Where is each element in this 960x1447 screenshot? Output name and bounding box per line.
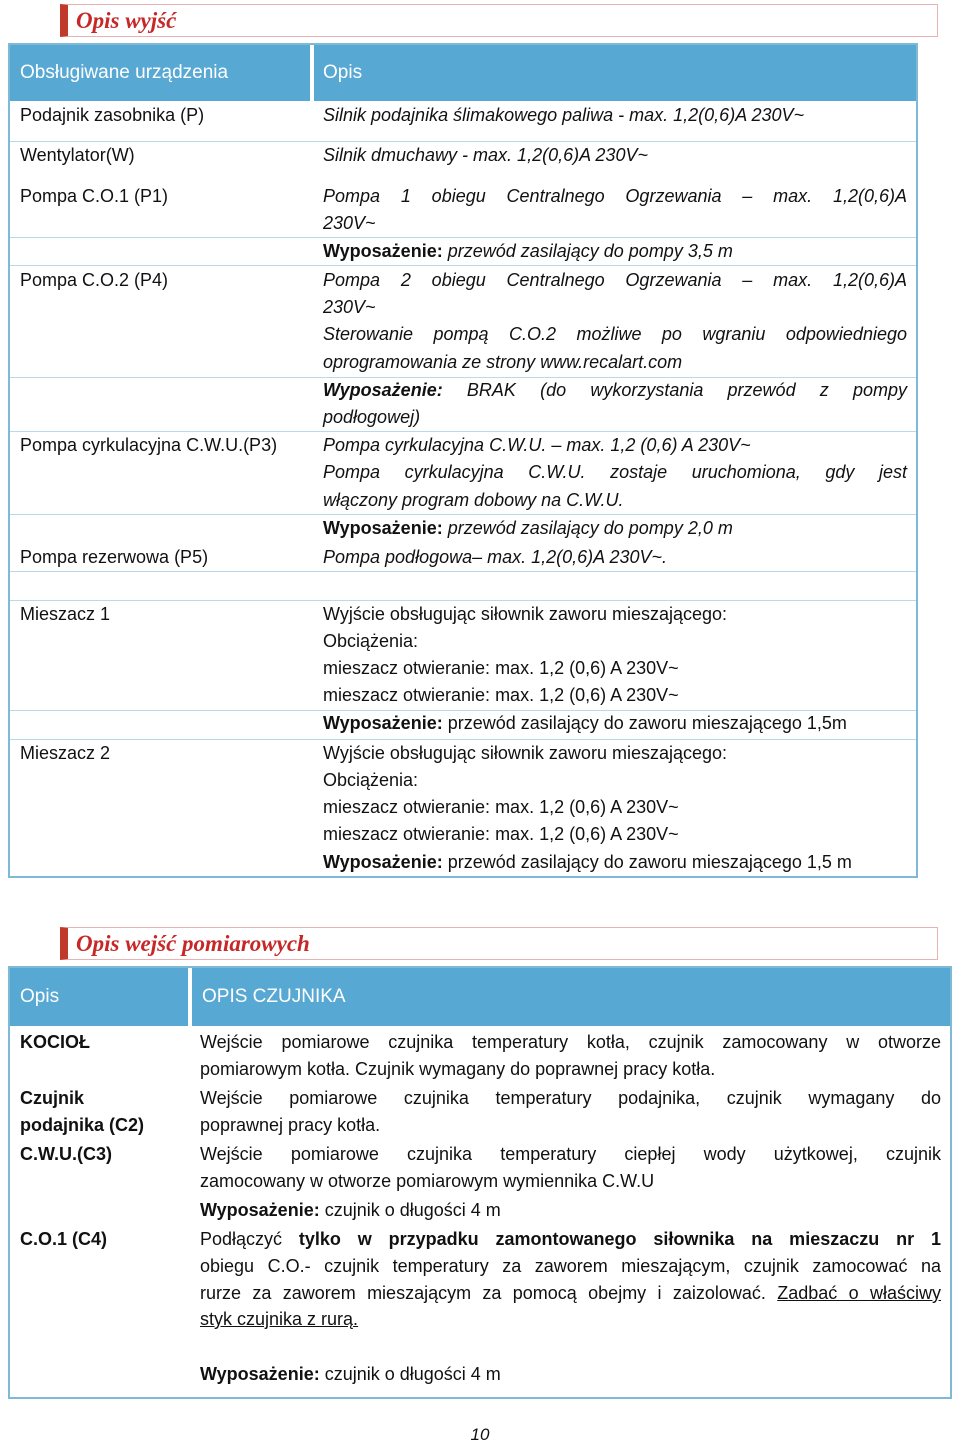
sensor-cwu-equip [200, 1197, 501, 1224]
desc-pump-reserve: Pompa podłogowa– max. 1,2(0,6)A 230V~. [323, 547, 668, 567]
desc-part: Podłączyć [200, 1229, 299, 1249]
device-mixer-1: Mieszacz 1 [20, 604, 111, 624]
device-pump-cwu: Pompa cyrkulacyjna C.W.U.(P3) [20, 435, 278, 455]
equip-label: Wyposażenie: [200, 1364, 320, 1384]
section-title-text: Opis wyjść [76, 7, 177, 33]
desc-pump-co1-line1: Pompa 1 obiegu Centralnego Ogrzewania – max. 1,2(0,6)A [323, 186, 907, 206]
desc-mixer-1-line2: Obciążenia: [323, 631, 419, 651]
desc-mixer-2-line2: Obciążenia: [323, 770, 419, 790]
equip-label: Wyposażenie: [200, 1200, 320, 1220]
device-mixer-2: Mieszacz 2 [20, 743, 111, 763]
equip-mixer-1 [323, 710, 847, 737]
inputs-table-header [10, 968, 950, 1026]
equip-pump-co2 [323, 377, 907, 404]
equip-text: przewód zasilający do zaworu mieszającego 1,5 m [442, 852, 852, 872]
equip-label: Wyposażenie: [323, 518, 443, 538]
desc-mixer-2-line1: Wyjście obsługując siłownik zaworu mieszającego: [323, 743, 728, 763]
equip-pump-co1 [323, 238, 733, 265]
sensor-co1-desc-line3 [200, 1280, 941, 1307]
sensor-feeder-name-line1: Czujnik [20, 1088, 85, 1108]
equip-label: Wyposażenie: [323, 713, 443, 733]
sensor-boiler-desc-line1: Wejście pomiarowe czujnika temperatury kotła, czujnik zamocowany w otworze [200, 1032, 941, 1052]
desc-pump-co2-line4: oprogramowania ze strony www.recalart.com [323, 352, 683, 372]
sensor-co1-desc-line2: obiegu C.O.- czujnik temperatury za zaworem mieszającym, czujnik zamocować na [200, 1256, 941, 1276]
device-pump-co1: Pompa C.O.1 (P1) [20, 186, 169, 206]
outputs-table-header [10, 45, 916, 101]
desc-pump-cwu-line1: Pompa cyrkulacyjna C.W.U. – max. 1,2 (0,6) A 230V~ [323, 435, 751, 455]
device-pump-co2: Pompa C.O.2 (P4) [20, 270, 169, 290]
desc-mixer-1-line1: Wyjście obsługując siłownik zaworu mieszającego: [323, 604, 728, 624]
equip-label: Wyposażenie: [323, 852, 443, 872]
equip-label: Wyposażenie: [323, 241, 443, 261]
section-title-inputs [60, 927, 938, 960]
desc-pump-co2-line2: 230V~ [323, 297, 376, 317]
equip-label: Wyposażenie: [323, 380, 443, 400]
equip-text: BRAK (do wykorzystania przewód z pompy [442, 380, 907, 400]
sensor-co1-equip [200, 1361, 501, 1388]
equip-pump-co2-line2: podłogowej) [323, 407, 421, 427]
sensor-cwu-name: C.W.U.(C3) [20, 1144, 112, 1164]
desc-pump-co1-line2: 230V~ [323, 213, 376, 233]
desc-emphasis: tylko w przypadku zamontowanego siłownika na mieszaczu nr 1 [298, 1229, 941, 1249]
equip-text: przewód zasilający do zaworu mieszającego 1,5m [442, 713, 847, 733]
sensor-boiler-desc-line2: pomiarowym kotła. Czujnik wymagany do poprawnej pracy kotła. [200, 1059, 716, 1079]
desc-mixer-1-line4: mieszacz otwieranie: max. 1,2 (0,6) A 230V~ [323, 685, 679, 705]
desc-mixer-2-line3: mieszacz otwieranie: max. 1,2 (0,6) A 230V~ [323, 797, 679, 817]
equip-mixer-2 [323, 849, 852, 876]
desc-underlined: Zadbać o właściwy [777, 1283, 941, 1303]
sensor-feeder-desc-line2: poprawnej pracy kotła. [200, 1115, 381, 1135]
page-number: 10 [470, 1425, 490, 1444]
sensor-co1-name: C.O.1 (C4) [20, 1229, 108, 1249]
sensor-feeder-desc-line1: Wejście pomiarowe czujnika temperatury podajnika, czujnik wymagany do [200, 1088, 941, 1108]
sensor-co1-desc-line1 [200, 1226, 941, 1253]
desc-pump-co2-line3: Sterowanie pompą C.O.2 możliwe po wgraniu odpowiedniego [323, 324, 907, 344]
sensor-boiler-name: KOCIOŁ [20, 1032, 90, 1052]
equip-text: przewód zasilający do pompy 2,0 m [442, 518, 733, 538]
header-sensor-desc: OPIS CZUJNIKA [202, 986, 346, 1007]
desc-pump-cwu-line3: włączony program dobowy na C.W.U. [323, 490, 624, 510]
device-pump-reserve: Pompa rezerwowa (P5) [20, 547, 209, 567]
section-title-outputs [60, 4, 938, 37]
equip-text: czujnik o długości 4 m [319, 1200, 501, 1220]
desc-mixer-2-line4: mieszacz otwieranie: max. 1,2 (0,6) A 230V~ [323, 824, 679, 844]
device-feeder: Podajnik zasobnika (P) [20, 105, 205, 125]
header-name: Opis [20, 986, 60, 1007]
equip-text: czujnik o długości 4 m [319, 1364, 501, 1384]
desc-fan: Silnik dmuchawy - max. 1,2(0,6)A 230V~ [323, 145, 648, 165]
device-fan: Wentylator(W) [20, 145, 135, 165]
desc-pump-co2-line1: Pompa 2 obiegu Centralnego Ogrzewania – max. 1,2(0,6)A [323, 270, 907, 290]
equip-text: przewód zasilający do pompy 3,5 m [442, 241, 733, 261]
desc-mixer-1-line3: mieszacz otwieranie: max. 1,2 (0,6) A 230V~ [323, 658, 679, 678]
sensor-cwu-desc-line2: zamocowany w otworze pomiarowym wymiennika C.W.U [200, 1171, 655, 1191]
sensor-co1-desc-line4: styk czujnika z rurą. [200, 1309, 359, 1329]
desc-feeder: Silnik podajnika ślimakowego paliwa - max. 1,2(0,6)A 230V~ [323, 105, 805, 125]
desc-part: rurze za zaworem mieszającym za pomocą obejmy i zaizolować. [200, 1283, 778, 1303]
equip-pump-cwu [323, 515, 733, 542]
header-devices: Obsługiwane urządzenia [20, 62, 229, 83]
header-description: Opis [323, 62, 363, 83]
desc-pump-cwu-line2: Pompa cyrkulacyjna C.W.U. zostaje uruchomiona, gdy jest [323, 462, 907, 482]
sensor-feeder-name-line2: podajnika (C2) [20, 1115, 145, 1135]
section-title-text: Opis wejść pomiarowych [76, 930, 310, 956]
sensor-cwu-desc-line1: Wejście pomiarowe czujnika temperatury ciepłej wody użytkowej, czujnik [200, 1144, 941, 1164]
